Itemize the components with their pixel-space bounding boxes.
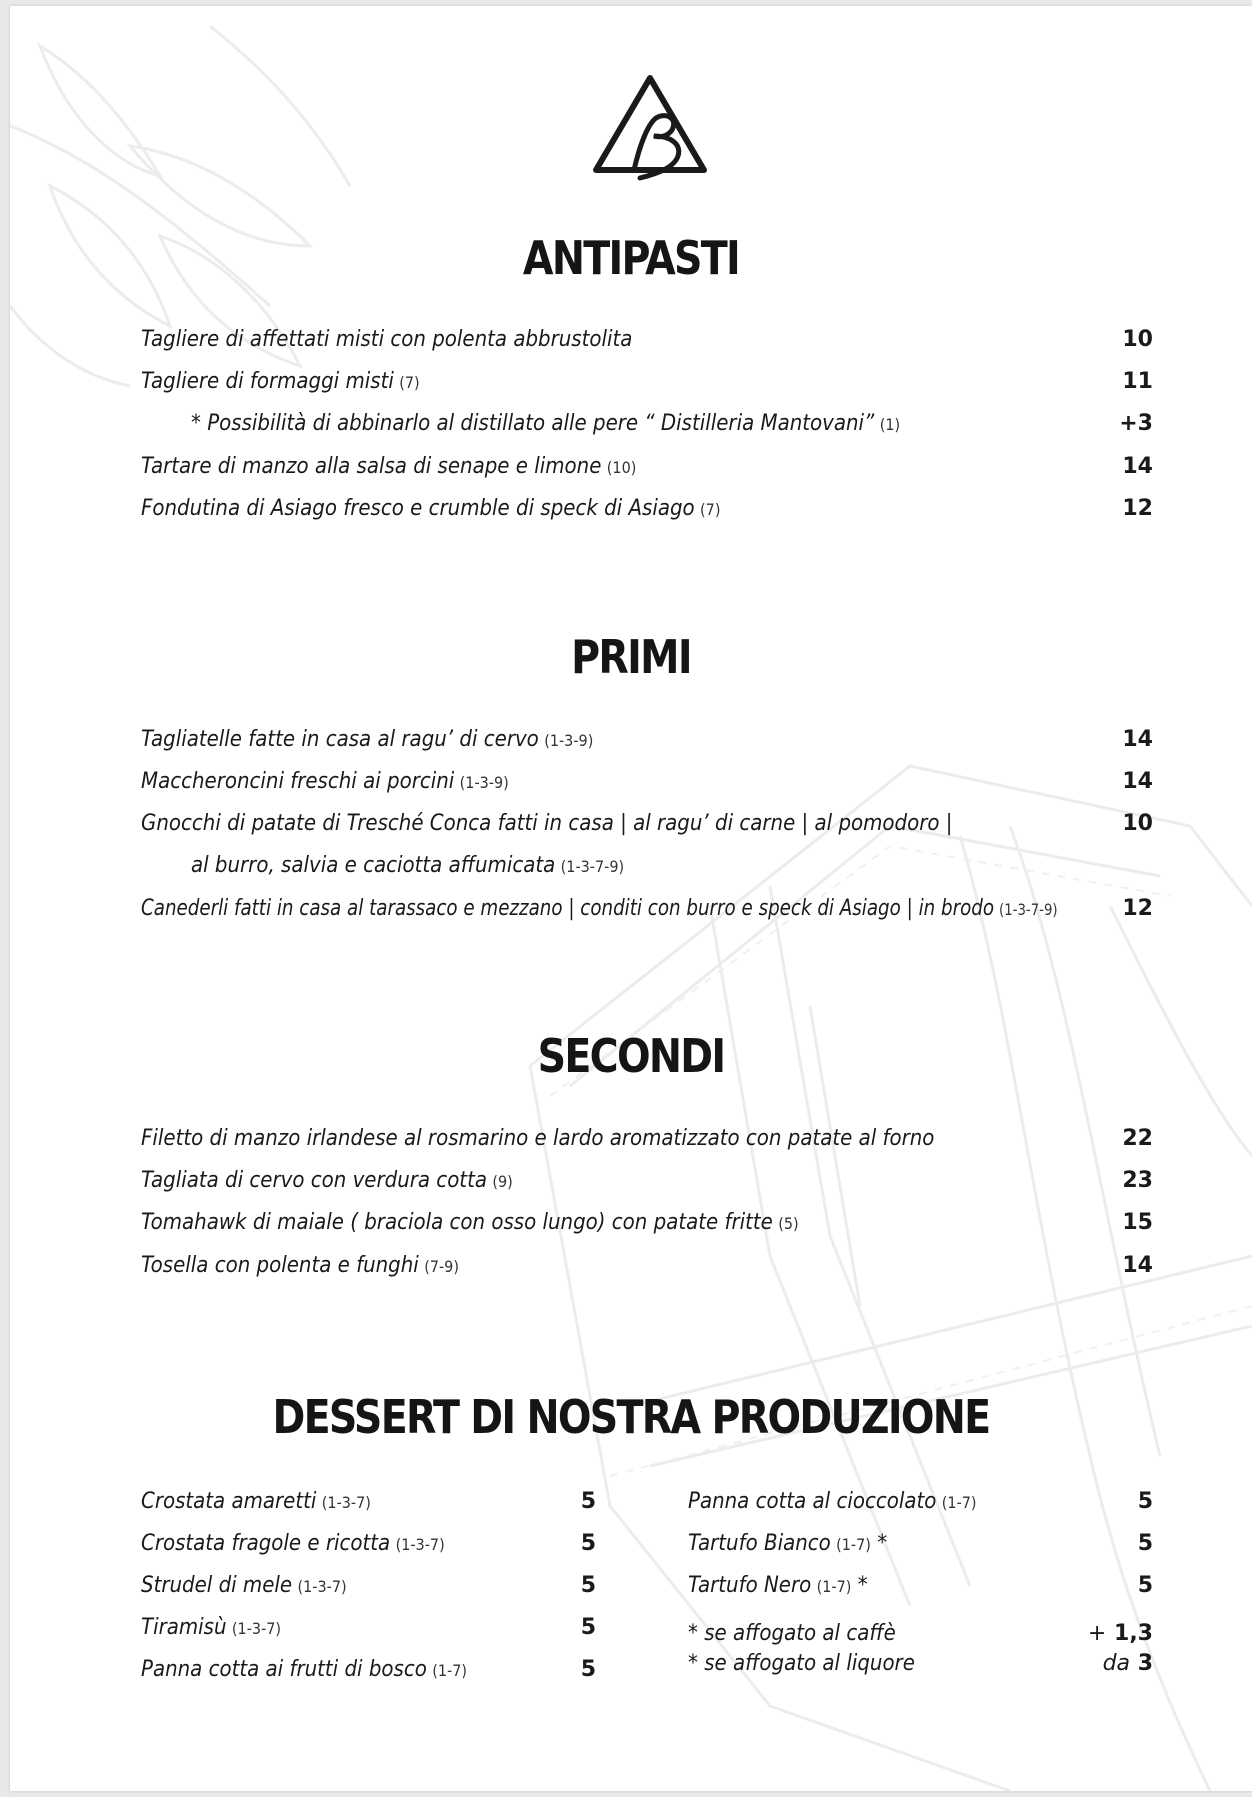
- antipasti-item: [141, 447, 1153, 487]
- dessert-item: [688, 1523, 1153, 1565]
- item-price: 15: [1122, 1210, 1153, 1235]
- secondi-item: [141, 1119, 1153, 1159]
- secondi-item: [141, 1203, 1153, 1243]
- item-name: Filetto di manzo irlandese al rosmarino e lardo aromatizzato con patate al forno: [141, 1126, 935, 1151]
- item-price: 10: [1122, 811, 1153, 836]
- item-name: Tiramisù: [141, 1615, 227, 1640]
- item-price: 12: [1122, 496, 1153, 521]
- item-name: Tartare di manzo alla salsa di senape e limone: [141, 454, 602, 479]
- primi-item-continuation: [141, 846, 1153, 886]
- dessert-item: [141, 1523, 596, 1565]
- antipasti-item: [141, 320, 1153, 360]
- item-name: Panna cotta ai frutti di bosco: [141, 1657, 427, 1682]
- item-name: Tosella con polenta e funghi: [141, 1253, 419, 1278]
- item-allergens: (1-3-7): [297, 1577, 347, 1596]
- dessert-item: [141, 1481, 596, 1523]
- dessert-item: [141, 1607, 596, 1649]
- item-price: 5: [1137, 1573, 1153, 1598]
- item-asterisk: *: [877, 1531, 888, 1556]
- item-price: 5: [580, 1489, 596, 1514]
- item-price: 14: [1122, 454, 1153, 479]
- item-price: +3: [1119, 411, 1153, 436]
- secondi-item: [141, 1161, 1153, 1201]
- item-allergens: (1-7): [432, 1661, 467, 1680]
- note-price: da 3: [1102, 1651, 1153, 1676]
- item-allergens: (10): [606, 458, 637, 477]
- item-name: Tagliere di affettati misti con polenta abbrustolita: [141, 327, 633, 352]
- item-allergens: (7-9): [424, 1257, 459, 1276]
- item-allergens: (1-3-7): [321, 1493, 371, 1512]
- item-price: 5: [1137, 1531, 1153, 1556]
- item-price: 5: [580, 1615, 596, 1640]
- item-name: Fondutina di Asiago fresco e crumble di speck di Asiago: [141, 496, 695, 521]
- item-allergens: (1): [879, 415, 901, 434]
- item-price: 5: [580, 1657, 596, 1682]
- item-name: Tagliata di cervo con verdura cotta: [141, 1168, 487, 1193]
- item-name: Tartufo Bianco: [688, 1531, 831, 1556]
- item-allergens: (1-3-7-9): [999, 900, 1058, 919]
- item-price: 5: [580, 1531, 596, 1556]
- note-text: * se affogato al caffè: [688, 1621, 896, 1646]
- item-price: 22: [1122, 1126, 1153, 1151]
- item-name: Canederli fatti in casa al tarassaco e mezzano | conditi con burro e speck di Asiago | in brodo: [141, 896, 995, 921]
- item-name: Crostata fragole e ricotta: [141, 1531, 391, 1556]
- primi-item: [141, 762, 1153, 802]
- item-name: Gnocchi di patate di Tresché Conca fatti in casa | al ragu’ di carne | al pomodoro |: [141, 811, 953, 836]
- item-name: Crostata amaretti: [141, 1489, 317, 1514]
- primi-title: PRIMI: [571, 630, 691, 684]
- item-allergens: (1-3-7): [231, 1619, 282, 1638]
- item-price: 14: [1122, 727, 1153, 752]
- item-price: 5: [580, 1573, 596, 1598]
- dessert-note: [688, 1649, 1153, 1679]
- menu-page: [10, 6, 1252, 1791]
- item-name: al burro, salvia e caciotta affumicata: [191, 853, 556, 878]
- note-text: * se affogato al liquore: [688, 1651, 915, 1676]
- item-name: Strudel di mele: [141, 1573, 293, 1598]
- dessert-item: [141, 1565, 596, 1607]
- item-name: * Possibilità di abbinarlo al distillato alle pere “ Distilleria Mantovani”: [191, 411, 875, 436]
- item-price: 14: [1122, 1253, 1153, 1278]
- item-allergens: (1-7): [941, 1493, 977, 1512]
- item-allergens: (9): [492, 1172, 513, 1191]
- primi-item: [141, 889, 1153, 929]
- item-name: Tartufo Nero: [688, 1573, 812, 1598]
- dessert-title: DESSERT DI NOSTRA PRODUZIONE: [272, 1390, 990, 1444]
- item-name: Tomahawk di maiale ( braciola con osso lungo) con patate fritte: [141, 1210, 773, 1235]
- item-price: 12: [1122, 896, 1153, 921]
- item-allergens: (1-3-9): [544, 731, 594, 750]
- dessert-right-column: [688, 1481, 1153, 1679]
- primi-item: [141, 804, 1153, 844]
- antipasti-item: [141, 362, 1153, 402]
- item-name: Maccheroncini freschi ai porcini: [141, 769, 455, 794]
- antipasti-title: ANTIPASTI: [522, 231, 740, 285]
- item-allergens: (1-3-9): [459, 773, 509, 792]
- dessert-left-column: [141, 1481, 596, 1691]
- dessert-note: [688, 1619, 1153, 1649]
- item-price: 14: [1122, 769, 1153, 794]
- item-allergens: (7): [700, 500, 721, 519]
- item-allergens: (1-7): [816, 1577, 852, 1596]
- antipasti-item: [141, 489, 1153, 529]
- item-allergens: (1-3-7): [395, 1535, 445, 1554]
- item-price: 23: [1122, 1168, 1153, 1193]
- item-price: 5: [1137, 1489, 1153, 1514]
- item-allergens: (1-7): [836, 1535, 871, 1554]
- item-name: Tagliere di formaggi misti: [141, 369, 394, 394]
- item-price: 11: [1122, 369, 1153, 394]
- item-allergens: (5): [778, 1214, 799, 1233]
- item-name: Tagliatelle fatte in casa al ragu’ di cervo: [141, 727, 539, 752]
- dessert-item: [688, 1565, 1153, 1607]
- primi-item: [141, 720, 1153, 760]
- item-allergens: (7): [399, 373, 420, 392]
- restaurant-logo: [590, 74, 710, 182]
- dessert-item: [141, 1649, 596, 1691]
- secondi-item: [141, 1246, 1153, 1286]
- antipasti-item-note: [141, 404, 1153, 444]
- item-asterisk: *: [857, 1573, 868, 1598]
- secondi-title: SECONDI: [537, 1029, 725, 1083]
- item-allergens: (1-3-7-9): [560, 857, 625, 876]
- note-price: + 1,3: [1087, 1621, 1153, 1646]
- item-price: 10: [1122, 327, 1153, 352]
- item-name: Panna cotta al cioccolato: [688, 1489, 937, 1514]
- dessert-item: [688, 1481, 1153, 1523]
